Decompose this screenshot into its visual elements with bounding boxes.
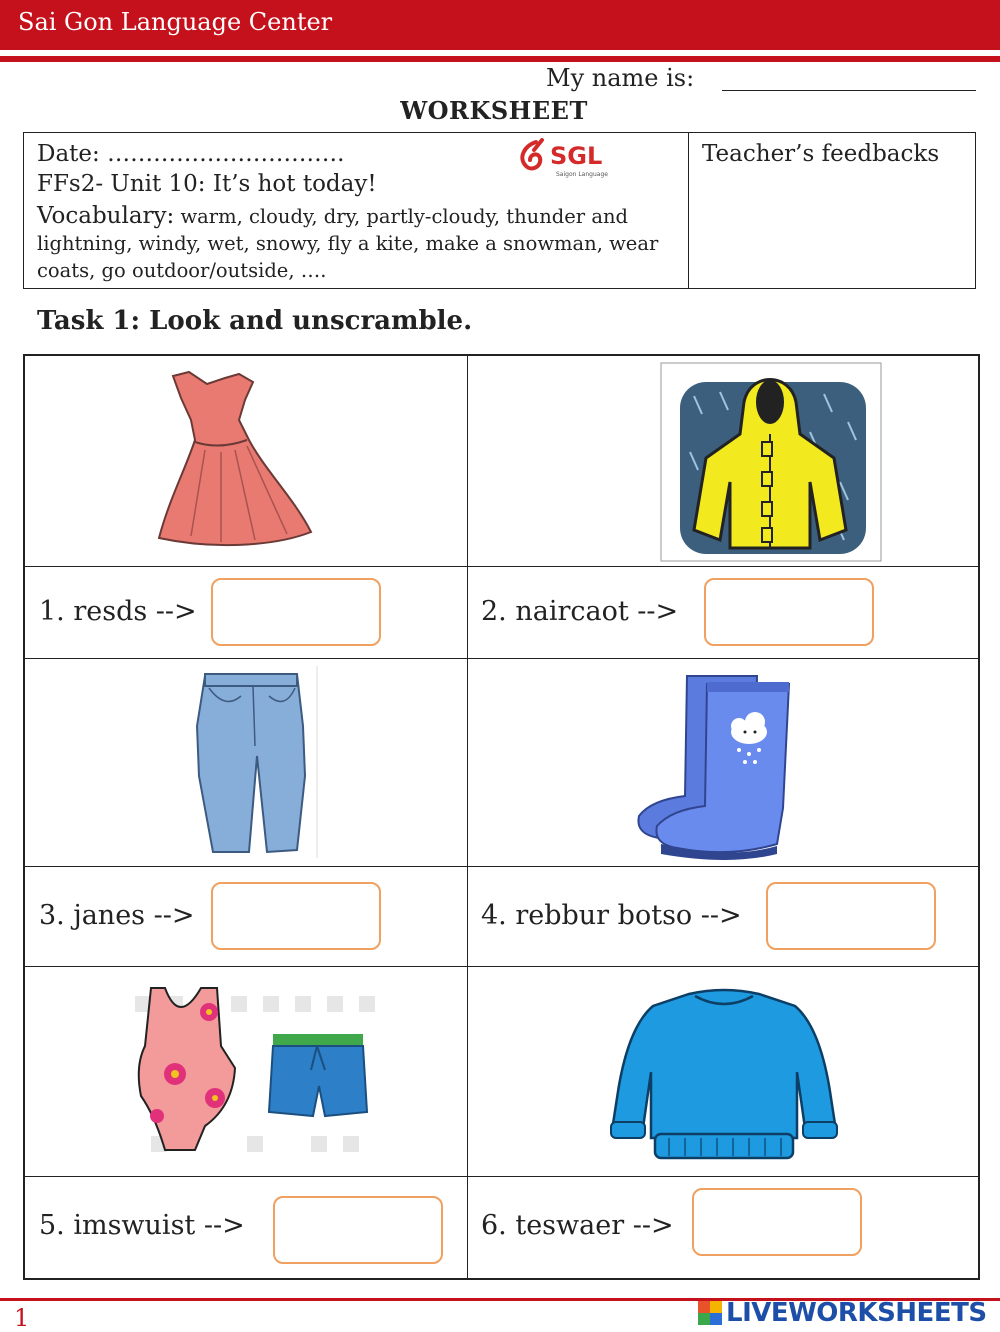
task-title: Task 1: Look and unscramble. — [37, 306, 473, 336]
header-divider — [0, 56, 1000, 62]
grid-row-divider — [25, 566, 978, 567]
info-box — [23, 132, 976, 289]
question-2-label: 2. naircaot --> — [481, 596, 679, 627]
grid-row-divider — [25, 658, 978, 659]
answer-2-input[interactable] — [704, 578, 874, 646]
sweater-image — [609, 988, 839, 1164]
jeans-image — [185, 666, 321, 858]
unit-title: FFs2- Unit 10: It’s hot today! — [37, 171, 377, 197]
vocabulary-words: warm, cloudy, dry, partly-cloudy, thunder and lightning, windy, wet, snowy, fly a kite, make a snowman, wear coats, go outdoor/outside, …. — [37, 205, 659, 282]
rubber-boots-image — [631, 668, 803, 860]
logo-text: SGL — [550, 142, 603, 170]
header-bar — [0, 0, 1000, 50]
answer-5-input[interactable] — [273, 1196, 443, 1264]
logo-subtext: Saigon Language — [556, 171, 608, 178]
swimsuit-image — [135, 986, 381, 1162]
vocabulary-text — [37, 203, 677, 284]
question-4-label: 4. rebbur botso --> — [481, 900, 742, 931]
name-label: My name is: — [546, 64, 695, 92]
liveworksheets-logo — [698, 1298, 987, 1328]
sgl-logo — [514, 136, 614, 180]
info-divider — [688, 133, 689, 288]
answer-4-input[interactable] — [766, 882, 936, 950]
page-number: 1 — [14, 1304, 30, 1332]
task-grid — [23, 354, 980, 1280]
header-title: Sai Gon Language Center — [18, 8, 333, 36]
vocabulary-label: Vocabulary: — [37, 203, 175, 229]
answer-1-input[interactable] — [211, 578, 381, 646]
answer-6-input[interactable] — [692, 1188, 862, 1256]
teacher-feedback-label: Teacher’s feedbacks — [702, 141, 940, 167]
date-field: Date: …………………………. — [37, 141, 345, 167]
worksheet-title: WORKSHEET — [400, 96, 588, 125]
answer-3-input[interactable] — [211, 882, 381, 950]
question-1-label: 1. resds --> — [39, 596, 197, 627]
grid-column-divider — [467, 356, 468, 1278]
question-5-label: 5. imswuist --> — [39, 1210, 245, 1241]
liveworksheets-icon — [698, 1301, 722, 1325]
dress-image — [155, 370, 315, 548]
name-input-line[interactable] — [722, 90, 976, 91]
grid-row-divider — [25, 966, 978, 967]
raincoat-image — [660, 362, 882, 562]
grid-row-divider — [25, 866, 978, 867]
liveworksheets-brand: LIVEWORKSHEETS — [726, 1298, 987, 1328]
question-6-label: 6. teswaer --> — [481, 1210, 674, 1241]
question-3-label: 3. janes --> — [39, 900, 195, 931]
grid-row-divider — [25, 1176, 978, 1177]
